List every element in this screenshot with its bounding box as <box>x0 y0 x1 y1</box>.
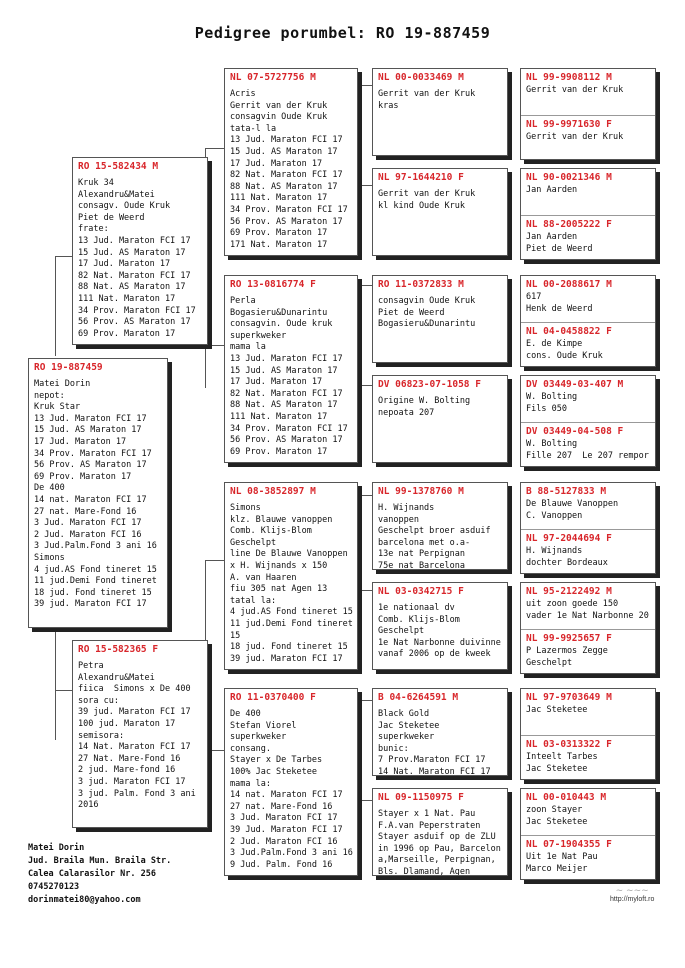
card-line: Bogasieru&Dunarintu <box>378 319 476 330</box>
card-line: 15 Jud. AS Maraton 17 <box>230 146 338 157</box>
myloft-logo[interactable] <box>610 886 654 903</box>
owner-phone: 0745270123 <box>28 882 80 892</box>
owner-email[interactable]: dorinmatei80@yahoo.com <box>28 895 141 905</box>
card-line: consagvin Oude Kruk <box>230 112 328 123</box>
card-line: F.A.van Peperstraten <box>378 820 481 831</box>
grandparent-ring: NL 07-5727756 M <box>230 72 316 83</box>
card-line: consagvin. Oude kruk <box>230 319 333 330</box>
card-line: Comb. Klijs-Blom <box>378 614 460 625</box>
card-line: 617 <box>526 292 542 302</box>
father-ring: RO 15-582434 M <box>78 161 159 172</box>
card-line: 2 Jud. Maraton FCI 16 <box>230 836 338 847</box>
great-grandparent-ring: NL 09-1150975 F <box>378 792 464 803</box>
card-line: in 1996 op Pau, Barcelon <box>378 843 501 854</box>
card-line: 56 Prov. AS Maraton 17 <box>78 317 191 328</box>
card-line: 82 Nat. Maraton FCI 17 <box>230 170 343 181</box>
card-line: Alexandru&Matei <box>78 672 155 683</box>
card-line: a,Marseille, Perpignan, <box>378 855 496 866</box>
card-line: A. van Haaren <box>230 572 297 583</box>
card-line: 4 jud.AS Fond tineret 15 <box>230 607 353 618</box>
card-line: consang. <box>230 743 271 754</box>
card-line: 15 Jud. AS Maraton 17 <box>230 365 338 376</box>
card-line: bunic: <box>378 743 409 754</box>
card-line: Uit 1e Nat Pau <box>526 852 598 862</box>
card-line: mama la: <box>230 778 271 789</box>
card-line: Stayer asduif op de ZLU <box>378 832 496 843</box>
connector-line <box>55 256 56 356</box>
card-line: Jan Aarden <box>526 232 578 242</box>
card-line: Gerrit van der Kruk <box>230 100 328 111</box>
card-line: 88 Nat. AS Maraton 17 <box>78 282 186 293</box>
great-grandparent-details <box>373 185 507 212</box>
card-line: vader 1e Nat Narbonne 20 <box>526 610 649 621</box>
card-line: 4 jud.AS Fond tineret 15 <box>34 564 157 575</box>
card-line: Gerrit van der Kruk <box>526 85 624 95</box>
mother-ring: RO 15-582365 F <box>78 644 159 655</box>
signature-mark: ~ ~~~ <box>615 886 649 896</box>
connector-line <box>205 148 225 149</box>
card-line: Geschelpt <box>526 657 573 668</box>
father-details <box>73 174 207 340</box>
card-line: 69 Prov. Maraton 17 <box>34 471 132 482</box>
card-line: 56 Prov. AS Maraton 17 <box>230 216 343 227</box>
card-line: 18 jud. Fond tineret 15 <box>230 642 348 653</box>
great-great-grandparent-ring: NL 04-0458822 F <box>526 326 612 337</box>
card-line: 1e Nat Narbonne duivinne <box>378 637 501 648</box>
connector-line <box>205 750 225 751</box>
card-line: 56 Prov. AS Maraton 17 <box>34 460 147 471</box>
connector-line <box>360 285 361 385</box>
card-line: 39 jud. Maraton FCI 17 <box>34 599 147 610</box>
card-line: 56 Prov. AS Maraton 17 <box>230 435 343 446</box>
connector-line <box>360 700 361 800</box>
great-great-grandparent-entry[interactable] <box>521 835 655 880</box>
card-line: 34 Prov. Maraton FCI 17 <box>78 305 196 316</box>
great-great-grandparent-pair[interactable] <box>520 482 656 574</box>
card-line: vanoppen <box>378 514 419 525</box>
card-line: Jac Steketee <box>526 705 588 715</box>
great-great-grandparent-entry[interactable] <box>521 529 655 574</box>
great-great-grandparent-entry[interactable] <box>521 483 655 529</box>
card-line: Bogasieru&Dunarintu <box>230 307 328 318</box>
card-line: Kruk 34 <box>78 178 114 188</box>
card-line: 34 Prov. Maraton FCI 17 <box>230 204 348 215</box>
card-line: tatal la: <box>230 595 277 606</box>
great-grandparent-details <box>373 599 507 661</box>
great-great-grandparent-entry[interactable] <box>521 169 655 215</box>
great-great-grandparent-entry[interactable] <box>521 789 655 835</box>
card-line: Acris <box>230 89 256 99</box>
card-line: H. Wijnands <box>526 546 583 556</box>
owner-address-line: Jud. Braila Mun. Braila Str. <box>28 856 172 866</box>
card-line: 82 Nat. Maraton FCI 17 <box>230 388 343 399</box>
card-line: consagv. Oude Kruk <box>78 201 171 212</box>
card-line: 3 Jud.Palm.Fond 3 ani 16 <box>230 848 353 859</box>
card-line: Stayer x 1 Nat. Pau <box>378 809 476 819</box>
card-line: Piet de Weerd <box>526 243 593 254</box>
card-line: 39 jud. Maraton FCI 17 <box>230 653 343 664</box>
connector-line <box>508 185 509 225</box>
card-line: superkweker <box>230 330 287 341</box>
great-great-grandparent-ring: NL 03-0313322 F <box>526 739 612 750</box>
grandparent-ring: NL 08-3852897 M <box>230 486 316 497</box>
great-grandparent-ring: DV 06823-07-1058 F <box>378 379 481 390</box>
card-line: vanaf 2006 op de kweek <box>378 649 491 660</box>
card-line: Simons <box>230 503 261 513</box>
great-great-grandparent-ring: DV 03449-03-407 M <box>526 379 624 390</box>
card-line: Comb. Klijs-Blom <box>230 526 312 537</box>
card-line: 14 Nat. Maraton FCI 17 <box>378 766 491 776</box>
card-line: Geschelpt <box>230 537 277 548</box>
card-line: 3 jud. Maraton FCI 17 <box>78 776 186 787</box>
card-line: 7 Prov.Maraton FCI 17 <box>378 755 486 766</box>
card-line: 2 jud. Mare-fond 16 <box>78 765 176 776</box>
card-line: consagvin Oude Kruk <box>378 296 476 306</box>
great-grandparent-details <box>373 805 507 876</box>
card-line: 17 Jud. Maraton 17 <box>230 158 323 169</box>
card-line: 69 Prov. Maraton 17 <box>230 228 328 239</box>
grandparent-details <box>225 499 357 665</box>
card-line: 2016 <box>78 800 99 811</box>
great-great-grandparent-pair[interactable] <box>520 68 656 160</box>
card-line: Kruk Star <box>34 402 81 413</box>
great-great-grandparent-ring: NL 90-0021346 M <box>526 172 612 183</box>
great-grandparent-details <box>373 392 507 419</box>
great-great-grandparent-entry[interactable] <box>521 215 655 260</box>
card-line: 13e nat Perpignan <box>378 549 465 560</box>
card-line: 39 Jud. Maraton FCI 17 <box>230 824 343 835</box>
owner-contact <box>28 842 171 907</box>
card-line: C. Vanoppen <box>526 510 583 521</box>
great-grandparent-card[interactable] <box>372 168 508 256</box>
great-great-grandparent-entry[interactable] <box>521 689 655 735</box>
card-line: 15 <box>230 630 241 641</box>
card-line: Gerrit van der Kruk <box>378 89 476 99</box>
card-line: P Lazermos Zegge <box>526 646 608 656</box>
card-line: 3 Jud. Maraton FCI 17 <box>230 813 338 824</box>
card-line: superkweker <box>378 732 435 743</box>
card-line: 27 nat. Mare-Fond 16 <box>230 801 333 812</box>
grandparent-details <box>225 705 357 871</box>
card-line: 88 Nat. AS Maraton 17 <box>230 400 338 411</box>
great-great-grandparent-pair[interactable] <box>520 582 656 674</box>
card-line: 13 Jud. Maraton FCI 17 <box>230 353 343 364</box>
connector-line <box>508 385 509 425</box>
great-great-grandparent-ring: NL 95-2122492 M <box>526 586 612 597</box>
card-line: 171 Nat. Maraton 17 <box>230 239 328 250</box>
great-great-grandparent-ring: NL 97-9703649 M <box>526 692 612 703</box>
great-great-grandparent-ring: NL 99-9971630 F <box>526 119 612 130</box>
card-line: Black Gold <box>378 709 430 719</box>
great-great-grandparent-ring: NL 00-010443 M <box>526 792 607 803</box>
card-line: 100% Jac Steketee <box>230 766 317 777</box>
card-line: superkweker <box>230 732 287 743</box>
card-line: 1e nationaal dv <box>378 603 455 613</box>
great-grandparent-details <box>373 292 507 331</box>
connector-line <box>205 345 225 346</box>
great-great-grandparent-pair[interactable] <box>520 788 656 880</box>
card-line: Inteelt Tarbes <box>526 752 598 762</box>
page-title: Pedigree porumbel: RO 19-887459 <box>194 24 491 42</box>
grandparent-details <box>225 85 357 251</box>
grandparent-card-1[interactable] <box>224 68 358 256</box>
card-line: line De Blauwe Vanoppen <box>230 549 348 560</box>
great-grandparent-ring: NL 99-1378760 M <box>378 486 464 497</box>
card-line: 2 Jud. Maraton FCI 16 <box>34 529 142 540</box>
card-line: dochter Bordeaux <box>526 557 608 568</box>
connector-line <box>360 495 361 590</box>
great-great-grandparent-ring: NL 00-2088617 M <box>526 279 612 290</box>
card-line: uit zoon goede 150 <box>526 599 619 609</box>
connector-line <box>508 700 509 740</box>
great-great-grandparent-ring: NL 88-2005222 F <box>526 219 612 230</box>
card-line: W. Bolting <box>526 439 578 449</box>
grandparent-card-3[interactable] <box>224 482 358 670</box>
connector-line <box>508 595 509 635</box>
card-line: Gerrit van der Kruk <box>378 189 476 199</box>
card-line: sora cu: <box>78 695 119 706</box>
owner-address-line: Calea Calarasilor Nr. 256 <box>28 869 156 879</box>
great-great-grandparent-pair[interactable] <box>520 168 656 260</box>
card-line: fiica Simons x De 400 <box>78 684 191 695</box>
card-line: Perla <box>230 296 256 306</box>
card-line: 11 jud.Demi Fond tineret <box>34 576 157 587</box>
card-line: nepoata 207 <box>378 407 435 418</box>
great-great-grandparent-entry[interactable] <box>521 376 655 422</box>
card-line: Henk de Weerd <box>526 303 593 314</box>
great-great-grandparent-entry[interactable] <box>521 276 655 322</box>
card-line: Matei Dorin <box>34 379 91 389</box>
card-line: Stefan Viorel <box>230 720 297 731</box>
card-line: 111 Nat. Maraton 17 <box>230 193 328 204</box>
card-line: 14 Nat. Maraton FCI 17 <box>78 742 191 753</box>
card-line: Petra <box>78 661 104 671</box>
great-grandparent-card[interactable] <box>372 582 508 670</box>
great-great-grandparent-ring: NL 99-9908112 M <box>526 72 612 83</box>
card-line: 100 jud. Maraton 17 <box>78 718 176 729</box>
grandparent-card-2[interactable] <box>224 275 358 463</box>
great-great-grandparent-entry[interactable] <box>521 322 655 367</box>
card-line: 3 Jud.Palm.Fond 3 ani 16 <box>34 541 157 552</box>
father-card[interactable] <box>72 157 208 345</box>
great-great-grandparent-entry[interactable] <box>521 115 655 160</box>
card-line: kl kind Oude Kruk <box>378 200 465 211</box>
card-line: Simons <box>34 552 65 563</box>
card-line: Piet de Weerd <box>378 307 445 318</box>
great-great-grandparent-pair[interactable] <box>520 688 656 780</box>
great-great-grandparent-pair[interactable] <box>520 275 656 367</box>
great-grandparent-card[interactable] <box>372 788 508 876</box>
great-great-grandparent-entry[interactable] <box>521 583 655 629</box>
subject-card[interactable] <box>28 358 168 628</box>
card-line: 27 nat. Mare-Fond 16 <box>34 506 137 517</box>
card-line: 13 Jud. Maraton FCI 17 <box>78 235 191 246</box>
connector-line <box>508 290 509 330</box>
great-grandparent-card[interactable] <box>372 375 508 463</box>
great-grandparent-details <box>373 85 507 112</box>
owner-name: Matei Dorin <box>28 843 85 853</box>
great-great-grandparent-ring: NL 07-1904355 F <box>526 839 612 850</box>
great-grandparent-ring: NL 00-0033469 M <box>378 72 464 83</box>
great-grandparent-card[interactable] <box>372 482 508 570</box>
subject-details <box>29 375 167 611</box>
grandparent-card-4[interactable] <box>224 688 358 876</box>
card-line: 69 Prov. Maraton 17 <box>78 328 176 339</box>
great-great-grandparent-ring: DV 03449-04-508 F <box>526 426 624 437</box>
card-line: 82 Nat. Maraton FCI 17 <box>78 270 191 281</box>
connector-line <box>508 495 509 535</box>
card-line: De 400 <box>230 709 261 719</box>
card-line: 11 jud.Demi Fond tineret <box>230 618 353 629</box>
mother-card[interactable] <box>72 640 208 828</box>
card-line: x H. Wijnands x 150 <box>230 560 328 571</box>
card-line: Fille 207 Le 207 rempor <box>526 450 649 461</box>
card-line: Stayer x De Tarbes <box>230 755 323 766</box>
card-line: 27 Nat. Mare-Fond 16 <box>78 753 181 764</box>
mother-details <box>73 657 207 812</box>
card-line: Jac Steketee <box>526 763 588 774</box>
logo-url[interactable]: http://myloft.ro <box>610 896 655 903</box>
card-line: 14 nat. Maraton FCI 17 <box>230 790 343 801</box>
card-line: Geschelpt broer asduif <box>378 526 491 537</box>
great-great-grandparent-entry[interactable] <box>521 629 655 674</box>
card-line: Jac Steketee <box>378 720 440 731</box>
card-line: 17 Jud. Maraton 17 <box>34 436 127 447</box>
card-line: 69 Prov. Maraton 17 <box>230 446 328 457</box>
card-line: barcelona met o.a- <box>378 537 471 548</box>
card-line: Fils 050 <box>526 403 567 414</box>
card-line: frate: <box>78 224 109 235</box>
card-line: tata-l la <box>230 123 277 134</box>
card-line: Bls. Dlamand, Agen <box>378 866 471 876</box>
card-line: 3 jud. Palm. Fond 3 ani <box>78 788 196 799</box>
card-line: H. Wijnands <box>378 503 435 513</box>
card-line: 111 Nat. Maraton 17 <box>230 411 328 422</box>
great-grandparent-details <box>373 705 507 776</box>
great-grandparent-details <box>373 499 507 570</box>
card-line: nepot: <box>34 390 65 401</box>
card-line: Alexandru&Matei <box>78 189 155 200</box>
connector-line <box>55 630 56 740</box>
great-grandparent-card[interactable] <box>372 275 508 363</box>
great-grandparent-card[interactable] <box>372 68 508 156</box>
card-line: fiu 305 nat Agen 13 <box>230 584 328 595</box>
card-line: Origine W. Bolting <box>378 396 471 406</box>
card-line: 34 Prov. Maraton FCI 17 <box>230 423 348 434</box>
card-line: 15 Jud. AS Maraton 17 <box>78 247 186 258</box>
great-grandparent-ring: NL 97-1644210 F <box>378 172 464 183</box>
great-great-grandparent-entry[interactable] <box>521 422 655 467</box>
card-line: 88 Nat. AS Maraton 17 <box>230 181 338 192</box>
card-line: 39 jud. Maraton FCI 17 <box>78 707 191 718</box>
great-great-grandparent-ring: B 88-5127833 M <box>526 486 607 497</box>
card-line: 13 Jud. Maraton FCI 17 <box>230 135 343 146</box>
card-line: 17 Jud. Maraton 17 <box>230 377 323 388</box>
card-line: Gerrit van der Kruk <box>526 132 624 142</box>
great-grandparent-ring: B 04-6264591 M <box>378 692 459 703</box>
card-line: kras <box>378 100 399 111</box>
card-line: Piet de Weerd <box>78 212 145 223</box>
grandparent-details <box>225 292 357 458</box>
great-grandparent-ring: RO 11-0372833 M <box>378 279 464 290</box>
great-great-grandparent-entry[interactable] <box>521 69 655 115</box>
card-line: Geschelpt <box>378 626 425 637</box>
great-grandparent-card[interactable] <box>372 688 508 776</box>
subject-ring: RO 19-887459 <box>34 362 103 373</box>
card-line: 9 Jud. Palm. Fond 16 <box>230 859 333 870</box>
grandparent-ring: RO 13-0816774 F <box>230 279 316 290</box>
card-line: mama la <box>230 342 266 353</box>
card-line: E. de Kimpe <box>526 339 583 349</box>
great-great-grandparent-pair[interactable] <box>520 375 656 467</box>
connector-line <box>205 560 225 561</box>
card-line: 3 Jud. Maraton FCI 17 <box>34 518 142 529</box>
card-line: W. Bolting <box>526 392 578 402</box>
card-line: De 400 <box>34 483 65 494</box>
card-line: klz. Blauwe vanoppen <box>230 514 333 525</box>
card-line: 18 jud. Fond tineret 15 <box>34 587 152 598</box>
card-line: 17 Jud. Maraton 17 <box>78 259 171 270</box>
card-line: 13 Jud. Maraton FCI 17 <box>34 413 147 424</box>
great-grandparent-ring: NL 03-0342715 F <box>378 586 464 597</box>
card-line: cons. Oude Kruk <box>526 350 603 361</box>
card-line: 111 Nat. Maraton 17 <box>78 293 176 304</box>
great-great-grandparent-ring: NL 97-2044694 F <box>526 533 612 544</box>
card-line: zoon Stayer <box>526 805 583 815</box>
card-line: 75e nat Barcelona <box>378 560 465 570</box>
card-line: 14 nat. Maraton FCI 17 <box>34 494 147 505</box>
connector-line <box>360 85 361 185</box>
card-line: Jac Steketee <box>526 816 588 827</box>
connector-line <box>508 800 509 840</box>
connector-line <box>508 95 509 125</box>
grandparent-ring: RO 11-0370400 F <box>230 692 316 703</box>
card-line: semisora: <box>78 730 125 741</box>
great-great-grandparent-entry[interactable] <box>521 735 655 780</box>
card-line: 15 Jud. AS Maraton 17 <box>34 425 142 436</box>
card-line: Jan Aarden <box>526 185 578 195</box>
great-great-grandparent-ring: NL 99-9925657 F <box>526 633 612 644</box>
card-line: 34 Prov. Maraton FCI 17 <box>34 448 152 459</box>
card-line: Marco Meijer <box>526 863 588 874</box>
card-line: De Blauwe Vanoppen <box>526 499 619 509</box>
